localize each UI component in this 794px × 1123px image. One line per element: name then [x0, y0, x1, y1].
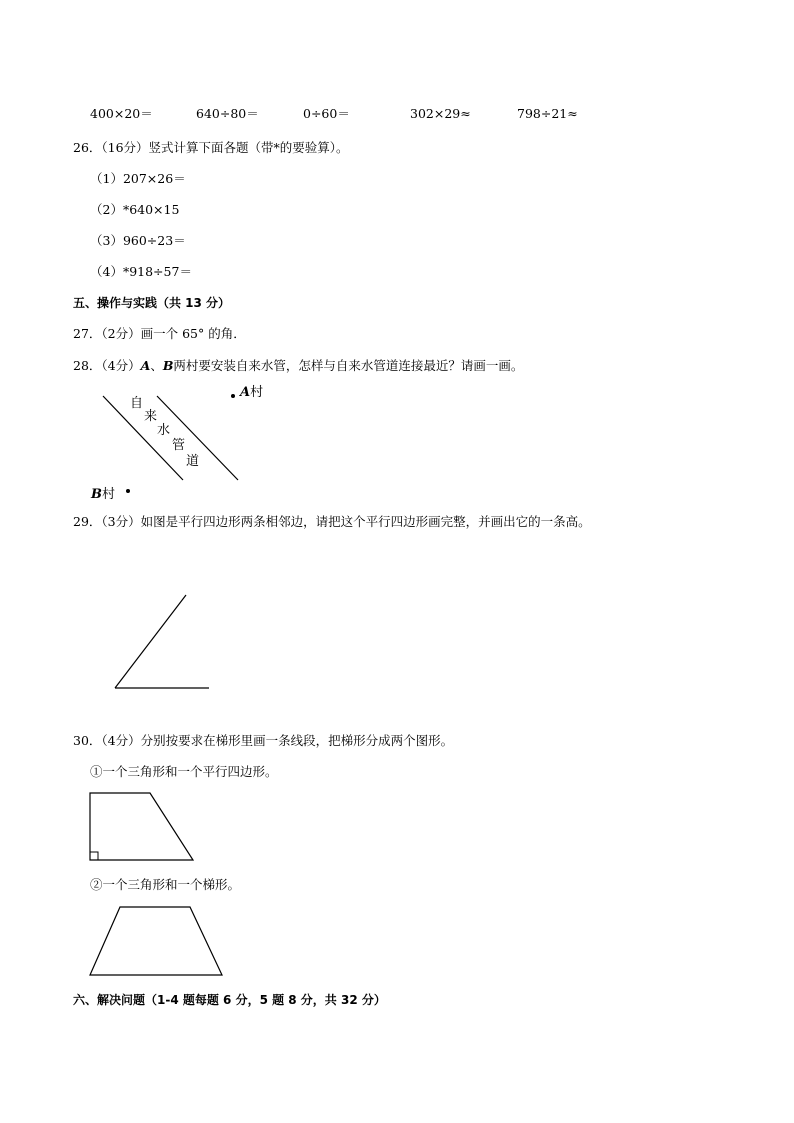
village-b-label [91, 487, 115, 503]
q26-item: （1）207×26＝ [90, 171, 186, 186]
village-b-letter: B [162, 358, 174, 373]
q30-sub2: ②一个三角形和一个梯形。 [90, 877, 241, 892]
q26-title: 26．（16分）竖式计算下面各题（带*的要验算）。 [73, 140, 349, 155]
pipe-char: 自 [130, 396, 144, 411]
q30-title: 30．（4分）分别按要求在梯形里画一条线段，把梯形分成两个图形。 [73, 733, 454, 748]
section-heading: 五、操作与实践（共 13 分） [73, 296, 231, 310]
village-word: 村 [250, 385, 264, 400]
village-b-letter: B [91, 487, 102, 502]
calc-item: 798÷21≈ [517, 106, 578, 121]
village-a-letter: A [240, 385, 251, 400]
section-heading: 六、解决问题（1-4 题每题 6 分，5 题 8 分，共 32 分） [73, 993, 386, 1007]
q30-sub1: ①一个三角形和一个平行四边形。 [90, 764, 278, 779]
pipe-char: 来 [144, 409, 158, 424]
calc-item: 640÷80＝ [196, 106, 259, 121]
calc-item: 400×20＝ [90, 106, 153, 121]
q26-item: （4）*918÷57＝ [90, 264, 192, 279]
right-angle-mark [90, 852, 98, 860]
pipe-char: 管 [172, 438, 186, 453]
village-word: 村 [102, 487, 116, 502]
q26-item: （2）*640×15 [90, 202, 180, 217]
q29-title: 29．（3分）如图是平行四边形两条相邻边，请把这个平行四边形画完整，并画出它的一条高。 [73, 514, 591, 529]
q28-sep: 、 [150, 358, 163, 373]
village-a-point [231, 394, 235, 398]
pipe-char: 水 [157, 423, 171, 438]
q28-rest: 两村要安装自来水管，怎样与自来水管道连接最近？请画一画。 [173, 358, 524, 373]
q26-item: （3）960÷23＝ [90, 233, 186, 248]
village-a-label [240, 385, 263, 401]
isosceles-trapezoid [90, 907, 222, 975]
village-b-point [126, 489, 130, 493]
calc-item: 0÷60＝ [303, 106, 350, 121]
right-trapezoid [90, 793, 193, 860]
calc-item: 302×29≈ [410, 106, 471, 121]
q28-prefix: 28．（4分） [73, 358, 141, 373]
q27-title: 27．（2分）画一个 65° 的角． [73, 326, 246, 341]
village-a-letter: A [140, 358, 151, 373]
parallelogram-side-slanted [115, 595, 186, 688]
pipe-char: 道 [186, 454, 200, 469]
